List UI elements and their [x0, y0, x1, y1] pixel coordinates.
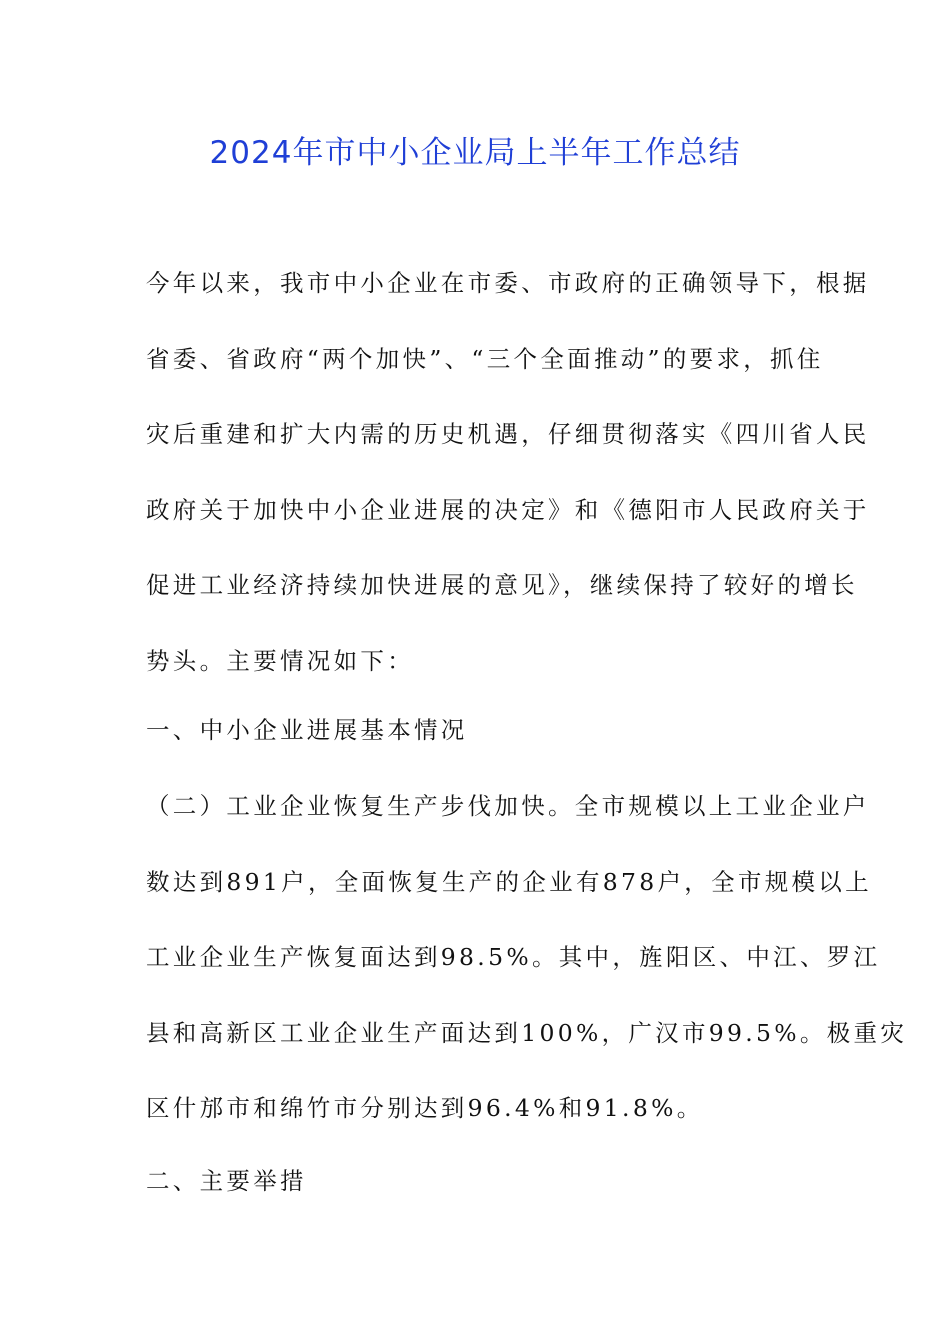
paragraph-line: 数达到891户，全面恢复生产的企业有878户，全市规模以上 [146, 867, 872, 896]
paragraph-line: 区什邡市和绵竹市分别达到96.4%和91.8%。 [146, 1094, 704, 1122]
paragraph-line: 灾后重建和扩大内需的历史机遇，仔细贯彻落实《四川省人民 [146, 420, 870, 448]
paragraph-line: 势头。主要情况如下： [146, 646, 414, 675]
document-title: 2024年市中小企业局上半年工作总结 [209, 135, 741, 171]
industrial-recovery-paragraph [146, 769, 908, 1147]
paragraph-line: 省委、省政府“两个加快”、“三个全面推动”的要求，抓住 [146, 344, 824, 373]
heading-text: 二、主要举措 [146, 1167, 307, 1195]
paragraph-line: 工业企业生产恢复面达到98.5%。其中，旌阳区、中江、罗江 [146, 943, 881, 971]
intro-paragraph [146, 246, 870, 699]
paragraph-line: 今年以来，我市中小企业在市委、市政府的正确领导下，根据 [146, 269, 870, 297]
paragraph-line: 政府关于加快中小企业进展的决定》和《德阳市人民政府关于 [146, 495, 870, 524]
section-heading-2 [146, 1144, 808, 1220]
heading-text: 一、中小企业进展基本情况 [146, 716, 468, 744]
paragraph-line: 促进工业经济持续加快进展的意见》，继续保持了较好的增长 [146, 571, 858, 599]
section-heading-1 [146, 693, 808, 769]
paragraph-line: 县和高新区工业企业生产面达到100%，广汉市99.5%。极重灾 [146, 1018, 908, 1047]
paragraph-line: （二）工业企业恢复生产步伐加快。全市规模以上工业企业户 [146, 792, 870, 820]
